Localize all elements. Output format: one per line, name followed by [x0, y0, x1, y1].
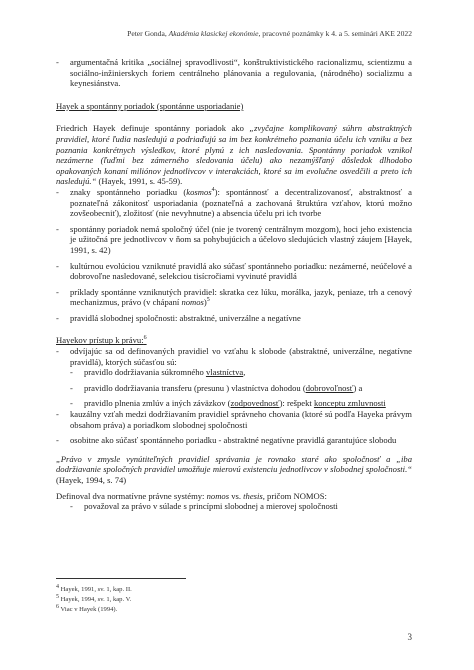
text-run: ) [203, 297, 207, 308]
list-item [56, 313, 412, 324]
underlined-term: konceptu zmluvnosti [313, 398, 386, 409]
footnote [56, 585, 132, 595]
header-author: Peter Gonda, [127, 29, 169, 38]
underlined-term: vlastníctva [205, 367, 244, 378]
page-body [56, 57, 412, 512]
normative-systems-paragraph [56, 491, 412, 502]
list-item-text: spontánny poriadok nemá spoločný účel (nie je tvorený centrálnym mozgom), hoci jeho existencia je užitočná pre jednotlivcov v ňom sa pohybujúcich a účelovo sledujúcich vlastný záujem [Hayek, 1991, s. 42) [70, 223, 412, 255]
bullet-dash: - [70, 398, 73, 409]
footnote-ref[interactable]: 5 [206, 297, 210, 304]
page-number: 3 [407, 632, 412, 642]
text-run: , [243, 367, 246, 378]
list-item-text: osobitne ako súčasť spontánneho poriadku - abstraktné negatívne pravidlá garantujúce slobodu [70, 435, 397, 446]
bullet-dash: - [56, 223, 59, 234]
footnote-text: Hayek, 1994, sv. 1, kap. V. [59, 596, 132, 603]
list-item-text: odvíjajúc sa od definovaných pravidiel vo vzťahu k slobode (abstraktné, univerzálne, negatívne pravidlá), ktorých súčasťou sú: [70, 346, 412, 367]
bullet-dash: - [56, 312, 59, 323]
heading-text: Hayekov prístup k právu: [56, 335, 144, 346]
text-run: pravidlo dodržiavania súkromného [84, 367, 206, 378]
bullet-dash: - [56, 346, 59, 357]
list-item-text [70, 187, 412, 219]
list-item-text [84, 383, 412, 394]
text-run: ) a [353, 382, 363, 393]
list-item-text: pravidlá slobodnej spoločnosti: abstraktné, univerzálne a negatívne [70, 312, 301, 323]
text-run: pravidlo dodržiavania transferu (presunu ) vlastníctva dohodou ( [84, 382, 306, 393]
law-quote-paragraph [56, 454, 412, 486]
hayek-quote: „Právo v zmysle vynútiteľných pravidiel správania je rovnako staré ako spoločnosť a „iba dodržiavanie spoločných pravidiel umožňuje mierovú existenciu jednotlivcov v slobodnej spoločnosti.“ [56, 453, 412, 475]
term-nomos: nomos [206, 490, 230, 501]
list-item [56, 287, 412, 308]
bullet-dash: - [70, 501, 73, 512]
bullet-dash: - [56, 435, 59, 446]
paragraph-text: Friedrich Hayek definuje spontánny poriadok ako [56, 123, 250, 134]
sub-list-item [56, 398, 412, 409]
text-run: znaky spontánneho poriadku ( [70, 186, 187, 197]
footnote-text: Viac v Hayek (1994). [59, 606, 118, 613]
list-item-text: kauzálny vzťah medzi dodržiavaním pravidiel správneho chovania (ktoré sú podľa Hayeka právym obsahom práva) a poriadkom slobodnej spoločnosti [70, 409, 412, 430]
list-item-text [70, 287, 412, 308]
bullet-dash: - [70, 367, 73, 378]
citation: (Hayek, 1991, s. 45-59). [96, 176, 183, 187]
list-item [56, 224, 412, 256]
bullet-dash: - [70, 382, 73, 393]
sub-list-item [56, 383, 412, 394]
footnote-divider [56, 578, 186, 579]
definition-paragraph [56, 123, 412, 187]
term-kosmos: kosmos [186, 186, 212, 197]
text-run: pravidlo plnenia zmlúv a iných záväzkov ( [84, 398, 231, 409]
hayek-quote: „zvyčajne komplikovaný súhrn abstraktných pravidiel, ktoré ľudia nasledujú a podriaďujú sa im bez konkrétneho poznania účelu ich vzniku a bez poznania konkrétnych výsledkov, ktoré plynú z ich nasledovania. Spontánny poriadok vznikol nezámerne (ľuďmi bez zámerného sledovania účelu) ako nezamýšľaný dôsledok dlhodobo opakovaných konaní miliónov jednotlivcov v interakciách, ktoré sa im evolučne osvedčili a preto ich nasledujú.“ [56, 123, 412, 187]
list-item [56, 187, 412, 219]
footnote [56, 595, 132, 605]
running-header [127, 29, 412, 40]
term-thesis: thesis [243, 490, 263, 501]
list-item [56, 409, 412, 430]
list-item [56, 346, 412, 367]
underlined-term: zodpovednosť [230, 398, 280, 409]
text-run: ): spontánnosť a decentralizovanosť, abstraktnosť a poznateľná zákonitosť usporiadania (poznateľná a zachovaná štruktúra vzťahov, ktorú možno zovšeobecniť), zložitosť (nie nevyhnutne) a absencia účelu pri ich tvorbe [70, 186, 412, 219]
citation: (Hayek, 1994, s. 74) [56, 475, 127, 485]
text-run: vs. [229, 490, 244, 501]
bullet-dash: - [56, 409, 59, 420]
footnotes [56, 585, 132, 615]
section-heading-spontaneous-order: Hayek a spontánny poriadok (spontánne usporiadanie) [56, 100, 244, 111]
text-run: ): rešpekt [279, 398, 314, 409]
sub-list-item [56, 367, 412, 378]
sub-list-item [56, 501, 412, 512]
footnote-ref[interactable]: 6 [143, 335, 147, 342]
term-nomos: nomos [181, 297, 204, 308]
list-item-text: kultúrnou evolúciou vzniknuté pravidlá ako súčasť spontánneho poriadku: nezámerné, neúčelové a dobrovoľne nasledované, selekciou tisícročiami vyvinuté pravidlá [70, 260, 412, 282]
list-item-text [84, 367, 412, 378]
bullet-dash: - [56, 286, 59, 297]
text-run: príklady spontánne vzniknutých pravidiel: skratka cez lúku, morálka, jazyk, peniaze, trh a cenový mechanizmus, právo (v chápaní [70, 286, 412, 308]
footnote-number: 5 [56, 593, 59, 600]
footnote-ref[interactable]: 4 [211, 187, 215, 194]
underlined-term: dobrovoľnosť [305, 382, 354, 393]
header-book-title: Akadémia klasickej ekonómie [168, 29, 259, 38]
bullet-dash: - [56, 186, 59, 197]
footnote-number: 4 [56, 583, 59, 590]
list-item [56, 435, 412, 446]
bullet-dash: - [56, 260, 59, 271]
list-item-text: považoval za právo v súlade s princípmi slobodnej a mierovej spoločnosti [84, 501, 338, 512]
footnote-text: Hayek, 1991, sv. 1, kap. II. [59, 586, 132, 593]
section-heading-law [56, 335, 412, 346]
list-item-text [84, 398, 412, 409]
text-run: , pričom NOMOS: [262, 490, 327, 501]
list-item [56, 57, 412, 89]
text-run: Definoval dva normatívne právne systémy: [56, 490, 207, 501]
bullet-dash: - [56, 57, 59, 67]
header-rest: , pracovné poznámky k 4. a 5. seminári AKE 2022 [258, 29, 412, 38]
list-item [56, 261, 412, 282]
list-item-text: argumentačná kritika „sociálnej spravodlivosti“, konštruktivistického racionalizmu, scientizmu a sociálno-inžinierskych foriem centrálneho plánovania a regulovania, (národného) socializmu a keynesiánstva. [70, 57, 412, 89]
footnote-number: 6 [56, 603, 59, 610]
footnote [56, 605, 132, 615]
